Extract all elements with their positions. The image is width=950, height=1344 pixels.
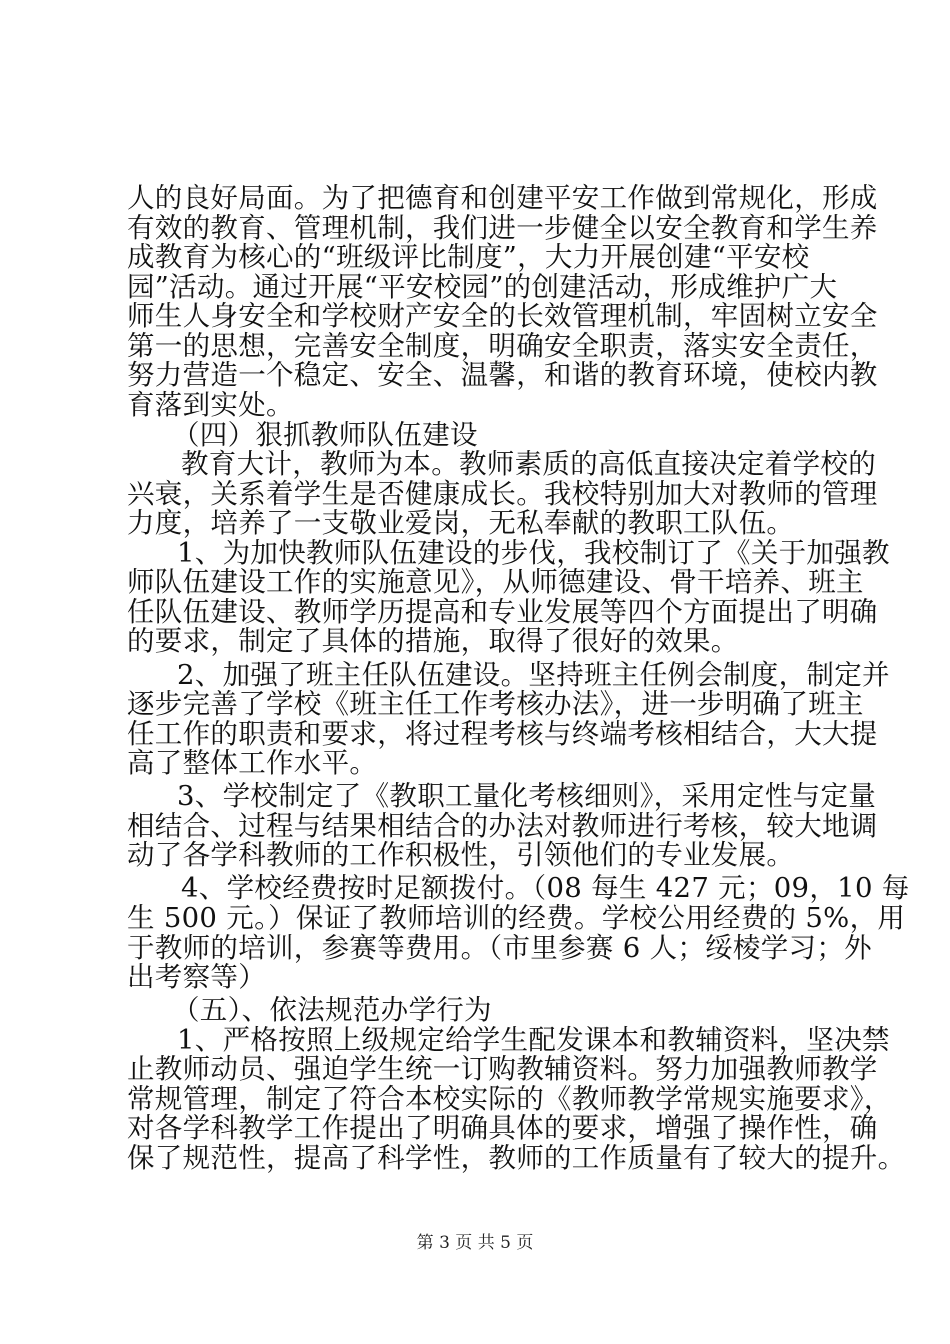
text-line: 师队伍建设工作的实施意见》，从师德建设、骨干培养、班主 <box>127 566 864 598</box>
text-line: 2、加强了班主任队伍建设。坚持班主任例会制度，制定并 <box>177 659 890 691</box>
text-line: 1、为加快教师队伍建设的步伐，我校制订了《关于加强教 <box>177 537 890 569</box>
text-line: 园”活动。通过开展“平安校园”的创建活动，形成维护广大 <box>127 271 838 303</box>
text-line: 努力营造一个稳定、安全、温馨，和谐的教育环境，使校内教 <box>127 359 878 391</box>
text-line: 第一的思想，完善安全制度，明确安全职责，落实安全责任， <box>127 330 878 362</box>
text-line: 出考察等） <box>127 961 266 993</box>
text-line: 于教师的培训，参赛等费用。（市里参赛 6 人；绥棱学习；外 <box>127 932 872 964</box>
text-line: 任工作的职责和要求，将过程考核与终端考核相结合，大大提 <box>127 718 878 750</box>
text-line: 逐步完善了学校《班主任工作考核办法》，进一步明确了班主 <box>127 688 864 720</box>
text-line: 止教师动员、强迫学生统一订购教辅资料。努力加强教师教学 <box>127 1053 878 1085</box>
text-line: 常规管理，制定了符合本校实际的《教师教学常规实施要求》， <box>127 1083 892 1115</box>
text-line: 教育大计，教师为本。教师素质的高低直接决定着学校的 <box>181 448 876 480</box>
text-line: 相结合、过程与结果相结合的办法对教师进行考核，较大地调 <box>127 810 878 842</box>
section-heading: （五）、依法规范办学行为 <box>172 994 492 1026</box>
text-line: 生 500 元。）保证了教师培训的经费。学校公用经费的 5%，用 <box>127 902 906 934</box>
text-line: 人的良好局面。为了把德育和创建平安工作做到常规化，形成 <box>127 182 878 214</box>
text-line: 动了各学科教师的工作积极性，引领他们的专业发展。 <box>127 839 795 871</box>
text-line: 成教育为核心的“班级评比制度”，大力开展创建“平安校 <box>127 241 810 273</box>
page-number-footer: 第 3 页 共 5 页 <box>416 1233 534 1253</box>
text-line: 师生人身安全和学校财产安全的长效管理机制，牢固树立安全 <box>127 300 878 332</box>
text-line: 1、严格按照上级规定给学生配发课本和教辅资料，坚决禁 <box>177 1024 890 1056</box>
text-line: 3、学校制定了《教职工量化考核细则》，采用定性与定量 <box>177 780 877 812</box>
text-line: 有效的教育、管理机制，我们进一步健全以安全教育和学生养 <box>127 212 878 244</box>
text-line: 力度，培养了一支敬业爱岗，无私奉献的教职工队伍。 <box>127 507 795 539</box>
text-line: 对各学科教学工作提出了明确具体的要求，增强了操作性，确 <box>127 1112 878 1144</box>
section-heading: （四）狠抓教师队伍建设 <box>172 419 478 451</box>
text-line: 兴衰，关系着学生是否健康成长。我校特别加大对教师的管理 <box>127 478 878 510</box>
text-line: 任队伍建设、教师学历提高和专业发展等四个方面提出了明确 <box>127 596 878 628</box>
text-line: 保了规范性，提高了科学性，教师的工作质量有了较大的提升。 <box>127 1142 906 1174</box>
text-line: 育落到实处。 <box>127 389 294 421</box>
text-line: 高了整体工作水平。 <box>127 747 378 779</box>
text-line: 的要求，制定了具体的措施，取得了很好的效果。 <box>127 625 739 657</box>
text-line: 4、学校经费按时足额拨付。（08 每生 427 元；09，10 每 <box>181 872 910 904</box>
